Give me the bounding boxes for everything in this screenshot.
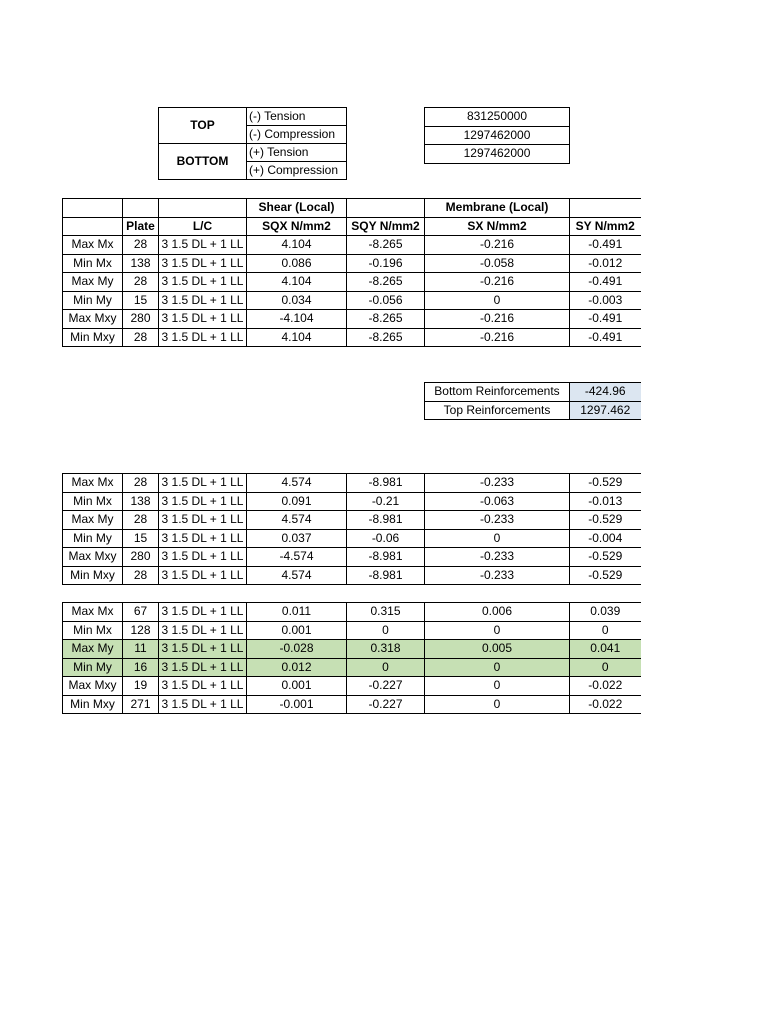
top-tension: (-) Tension (247, 108, 347, 126)
table-cell: 67 (123, 603, 159, 622)
table-cell: -0.022 (570, 677, 641, 696)
table-cell: 0.037 (247, 529, 347, 548)
table-cell: 3 1.5 DL + 1 LL (159, 677, 247, 696)
table-cell: -0.216 (425, 236, 570, 255)
table-cell: 3 1.5 DL + 1 LL (159, 310, 247, 329)
table-cell: 28 (123, 566, 159, 585)
table-cell: -8.981 (347, 511, 425, 530)
values-box (424, 107, 570, 164)
table-cell: -0.233 (425, 511, 570, 530)
table-cell: Max Mx (63, 474, 123, 493)
table-cell: -0.001 (247, 695, 347, 714)
table-cell: Max My (63, 640, 123, 659)
table-row (63, 291, 641, 310)
table-cell: 3 1.5 DL + 1 LL (159, 566, 247, 585)
table-cell: -0.491 (570, 310, 641, 329)
table-cell: -0.06 (347, 529, 425, 548)
table-cell: 0.315 (347, 603, 425, 622)
table-cell: -0.529 (570, 474, 641, 493)
table-cell: -0.491 (570, 273, 641, 292)
table-cell: 3 1.5 DL + 1 LL (159, 603, 247, 622)
table-cell: Min Mxy (63, 695, 123, 714)
table-cell: -0.004 (570, 529, 641, 548)
table-cell: 3 1.5 DL + 1 LL (159, 548, 247, 567)
table-cell: Max My (63, 511, 123, 530)
table-cell: -0.529 (570, 511, 641, 530)
table-cell: -0.233 (425, 548, 570, 567)
column-header: L/C (159, 217, 247, 236)
table-cell: 0.012 (247, 658, 347, 677)
table-cell: Max Mxy (63, 310, 123, 329)
table-cell: -0.028 (247, 640, 347, 659)
table-row (63, 677, 641, 696)
results-table-3 (62, 602, 641, 714)
value-cell: 1297462000 (425, 126, 570, 145)
table-cell: 3 1.5 DL + 1 LL (159, 529, 247, 548)
column-header: SX N/mm2 (425, 217, 570, 236)
table-cell: -0.529 (570, 548, 641, 567)
table-cell: 4.104 (247, 236, 347, 255)
table-cell: Min My (63, 291, 123, 310)
table-cell: -4.104 (247, 310, 347, 329)
table-cell: 138 (123, 492, 159, 511)
table-cell: Min My (63, 658, 123, 677)
table-cell: 3 1.5 DL + 1 LL (159, 328, 247, 347)
table-cell: 0 (347, 658, 425, 677)
membrane-header: Membrane (Local) (425, 199, 570, 218)
table-row (63, 529, 641, 548)
value-cell: 1297462000 (425, 145, 570, 164)
table-cell: 0 (570, 621, 641, 640)
table-cell: 138 (123, 254, 159, 273)
bottom-reinforcement-label: Bottom Reinforcements (425, 383, 570, 402)
table-cell: 3 1.5 DL + 1 LL (159, 695, 247, 714)
table-cell: 0.005 (425, 640, 570, 659)
reinforcements-table (424, 382, 641, 420)
table-cell: 280 (123, 548, 159, 567)
table-cell: Max Mx (63, 236, 123, 255)
table-cell: 0 (425, 621, 570, 640)
table-cell: 28 (123, 474, 159, 493)
bottom-compression: (+) Compression (247, 162, 347, 180)
column-header: SY N/mm2 (570, 217, 641, 236)
table-cell: 15 (123, 291, 159, 310)
legend-table (158, 107, 347, 180)
top-reinforcement-label: Top Reinforcements (425, 401, 570, 420)
table-cell: -0.013 (570, 492, 641, 511)
table-cell: Max Mxy (63, 677, 123, 696)
table-row (63, 640, 641, 659)
shear-header: Shear (Local) (247, 199, 347, 218)
table-cell: Min Mxy (63, 328, 123, 347)
table-cell: 3 1.5 DL + 1 LL (159, 658, 247, 677)
table-cell: 3 1.5 DL + 1 LL (159, 236, 247, 255)
table-cell: 3 1.5 DL + 1 LL (159, 273, 247, 292)
table-cell: 3 1.5 DL + 1 LL (159, 511, 247, 530)
top-reinforcement-value: 1297.462 (570, 401, 641, 420)
table-row (63, 566, 641, 585)
table-cell: 0 (425, 658, 570, 677)
table-cell: -0.21 (347, 492, 425, 511)
table-cell: 15 (123, 529, 159, 548)
table-cell: -0.058 (425, 254, 570, 273)
table-cell: 3 1.5 DL + 1 LL (159, 254, 247, 273)
table-cell: Max My (63, 273, 123, 292)
table-cell: Min Mx (63, 492, 123, 511)
table-cell: -0.012 (570, 254, 641, 273)
table-cell: -8.265 (347, 310, 425, 329)
table-cell: -0.233 (425, 474, 570, 493)
table-cell: -0.196 (347, 254, 425, 273)
table-cell: -8.265 (347, 273, 425, 292)
column-header: SQY N/mm2 (347, 217, 425, 236)
table-cell: 11 (123, 640, 159, 659)
column-header (63, 217, 123, 236)
table-cell: Min Mxy (63, 566, 123, 585)
table-cell: Min Mx (63, 621, 123, 640)
table-row (63, 474, 641, 493)
table-cell: 19 (123, 677, 159, 696)
table-cell: 0 (425, 529, 570, 548)
table-cell: Min Mx (63, 254, 123, 273)
table-cell: 0.041 (570, 640, 641, 659)
table-cell: 28 (123, 236, 159, 255)
table-row (63, 492, 641, 511)
table-cell: 0.091 (247, 492, 347, 511)
table-cell: 4.574 (247, 511, 347, 530)
bottom-tension: (+) Tension (247, 144, 347, 162)
table-row (63, 273, 641, 292)
table-cell: 0.006 (425, 603, 570, 622)
table-cell: 0.001 (247, 621, 347, 640)
table-row (63, 603, 641, 622)
table-cell: -0.529 (570, 566, 641, 585)
table-cell: -0.227 (347, 677, 425, 696)
table-row (63, 310, 641, 329)
top-compression: (-) Compression (247, 126, 347, 144)
table-cell: 3 1.5 DL + 1 LL (159, 492, 247, 511)
table-row (63, 511, 641, 530)
table-cell: 0 (425, 677, 570, 696)
table-cell: 0.001 (247, 677, 347, 696)
table-cell: -0.003 (570, 291, 641, 310)
table-cell: 3 1.5 DL + 1 LL (159, 291, 247, 310)
table-cell: 3 1.5 DL + 1 LL (159, 621, 247, 640)
table-cell: -8.981 (347, 566, 425, 585)
table-row (63, 621, 641, 640)
table-cell: -0.056 (347, 291, 425, 310)
table-cell: -0.233 (425, 566, 570, 585)
table-cell: 0.039 (570, 603, 641, 622)
table-cell: 16 (123, 658, 159, 677)
table-cell: -0.491 (570, 236, 641, 255)
table-row (63, 658, 641, 677)
table-cell: Min My (63, 529, 123, 548)
table-row (63, 548, 641, 567)
column-header: SQX N/mm2 (247, 217, 347, 236)
bottom-reinforcement-value: -424.96 (570, 383, 641, 402)
table-cell: 0.011 (247, 603, 347, 622)
table-cell: -8.981 (347, 474, 425, 493)
table-cell: -8.265 (347, 328, 425, 347)
table-cell: -0.063 (425, 492, 570, 511)
top-label: TOP (159, 108, 247, 144)
table-cell: 3 1.5 DL + 1 LL (159, 474, 247, 493)
table-cell: -0.022 (570, 695, 641, 714)
table-cell: 0 (347, 621, 425, 640)
table-cell: 271 (123, 695, 159, 714)
table-cell: 0.086 (247, 254, 347, 273)
table-cell: 4.104 (247, 328, 347, 347)
table-cell: 0.034 (247, 291, 347, 310)
table-cell: Max Mx (63, 603, 123, 622)
table-cell: Max Mxy (63, 548, 123, 567)
table-cell: -4.574 (247, 548, 347, 567)
table-cell: 4.574 (247, 566, 347, 585)
table-cell: -8.265 (347, 236, 425, 255)
table-cell: -0.491 (570, 328, 641, 347)
table-row (63, 236, 641, 255)
table-cell: 0 (425, 695, 570, 714)
main-table (62, 198, 641, 347)
table-row (63, 328, 641, 347)
table-cell: -8.981 (347, 548, 425, 567)
table-row (63, 254, 641, 273)
table-cell: 4.104 (247, 273, 347, 292)
value-cell: 831250000 (425, 108, 570, 127)
table-row (63, 695, 641, 714)
table-cell: -0.216 (425, 328, 570, 347)
table-cell: 4.574 (247, 474, 347, 493)
table-cell: 0 (570, 658, 641, 677)
bottom-label: BOTTOM (159, 144, 247, 180)
table-cell: -0.216 (425, 310, 570, 329)
table-cell: 280 (123, 310, 159, 329)
table-cell: -0.216 (425, 273, 570, 292)
table-cell: -0.227 (347, 695, 425, 714)
table-cell: 0.318 (347, 640, 425, 659)
results-table-2 (62, 473, 641, 585)
table-cell: 128 (123, 621, 159, 640)
table-cell: 3 1.5 DL + 1 LL (159, 640, 247, 659)
table-cell: 0 (425, 291, 570, 310)
table-cell: 28 (123, 273, 159, 292)
column-header: Plate (123, 217, 159, 236)
table-cell: 28 (123, 328, 159, 347)
table-cell: 28 (123, 511, 159, 530)
